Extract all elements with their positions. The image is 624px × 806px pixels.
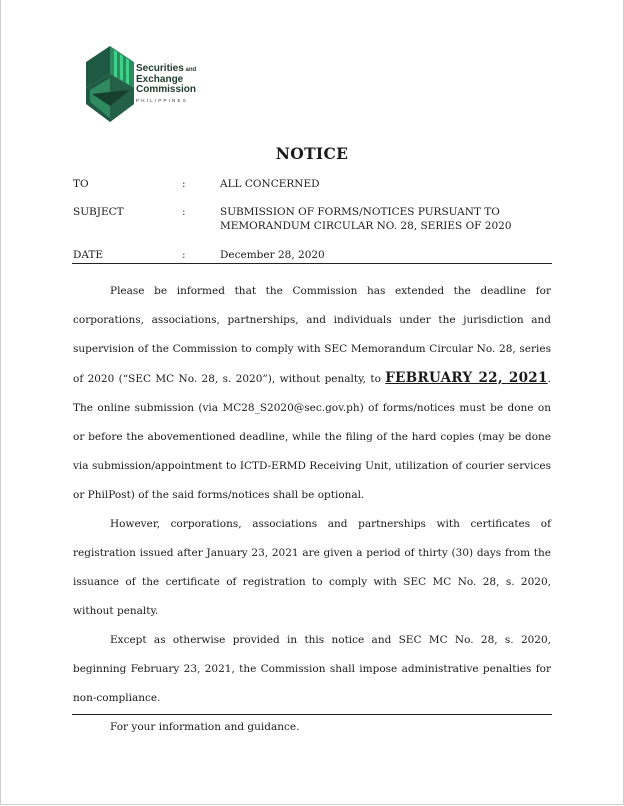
sec-logo (84, 44, 214, 124)
paragraph-2: However, corporations, associations and partnerships with certificates of registration issued after January 23, 2021 are given a period of thirty (30) days from the issuance of the certificate of registration to comply with SEC MC No. 28, s. 2020, without penalty. (73, 518, 551, 617)
logo-line-1: Securities and (136, 63, 197, 74)
logo-line-3: Commission (136, 84, 197, 95)
paragraph-4: For your information and guidance. (110, 721, 300, 733)
logo-line-2: Exchange (136, 74, 184, 85)
subject-colon: : (182, 206, 186, 218)
subject-label: SUBJECT (73, 206, 124, 218)
paragraph-1: Please be informed that the Commission has extended the deadline for corporations, associations, partnerships, and individuals under the jurisdiction and supervision of the Commission to comply with SEC Memorandum Circular No. 28, series of 2020 (“SEC MC No. 28, s. 2020”), without penalty, to FEBRUARY 22, 2021. The online submission (via MC28_S2020@sec.gov.ph) of forms/notices must be done on or before the abovementioned deadline, while the filing of the hard copies (may be done via submission/appointment to ICTD-ERMD Receiving Unit, utilization of courier services or PhilPost) of the said forms/notices shall be optional. (73, 285, 551, 501)
to-colon: : (182, 178, 186, 190)
subject-line-2: MEMORANDUM CIRCULAR NO. 28, SERIES OF 2020 (220, 220, 512, 232)
date-label: DATE (73, 249, 104, 261)
footer-divider (72, 714, 552, 715)
subject-line-1: SUBMISSION OF FORMS/NOTICES PURSUANT TO (220, 206, 500, 218)
subject-value (220, 205, 550, 233)
sec-logo-mark-icon (84, 44, 136, 124)
notice-body (73, 277, 551, 742)
to-value: ALL CONCERNED (220, 178, 320, 190)
notice-title: NOTICE (275, 144, 349, 163)
header-divider (72, 263, 552, 264)
logo-line-4: PHILIPPINES (136, 98, 188, 103)
deadline-date: FEBRUARY 22, 2021 (385, 370, 548, 386)
to-label: TO (73, 178, 89, 190)
date-colon: : (182, 249, 186, 261)
paragraph-3: Except as otherwise provided in this notice and SEC MC No. 28, s. 2020, beginning February 23, 2021, the Commission shall impose administrative penalties for non-compliance. (73, 634, 551, 704)
date-value: December 28, 2020 (220, 249, 325, 261)
